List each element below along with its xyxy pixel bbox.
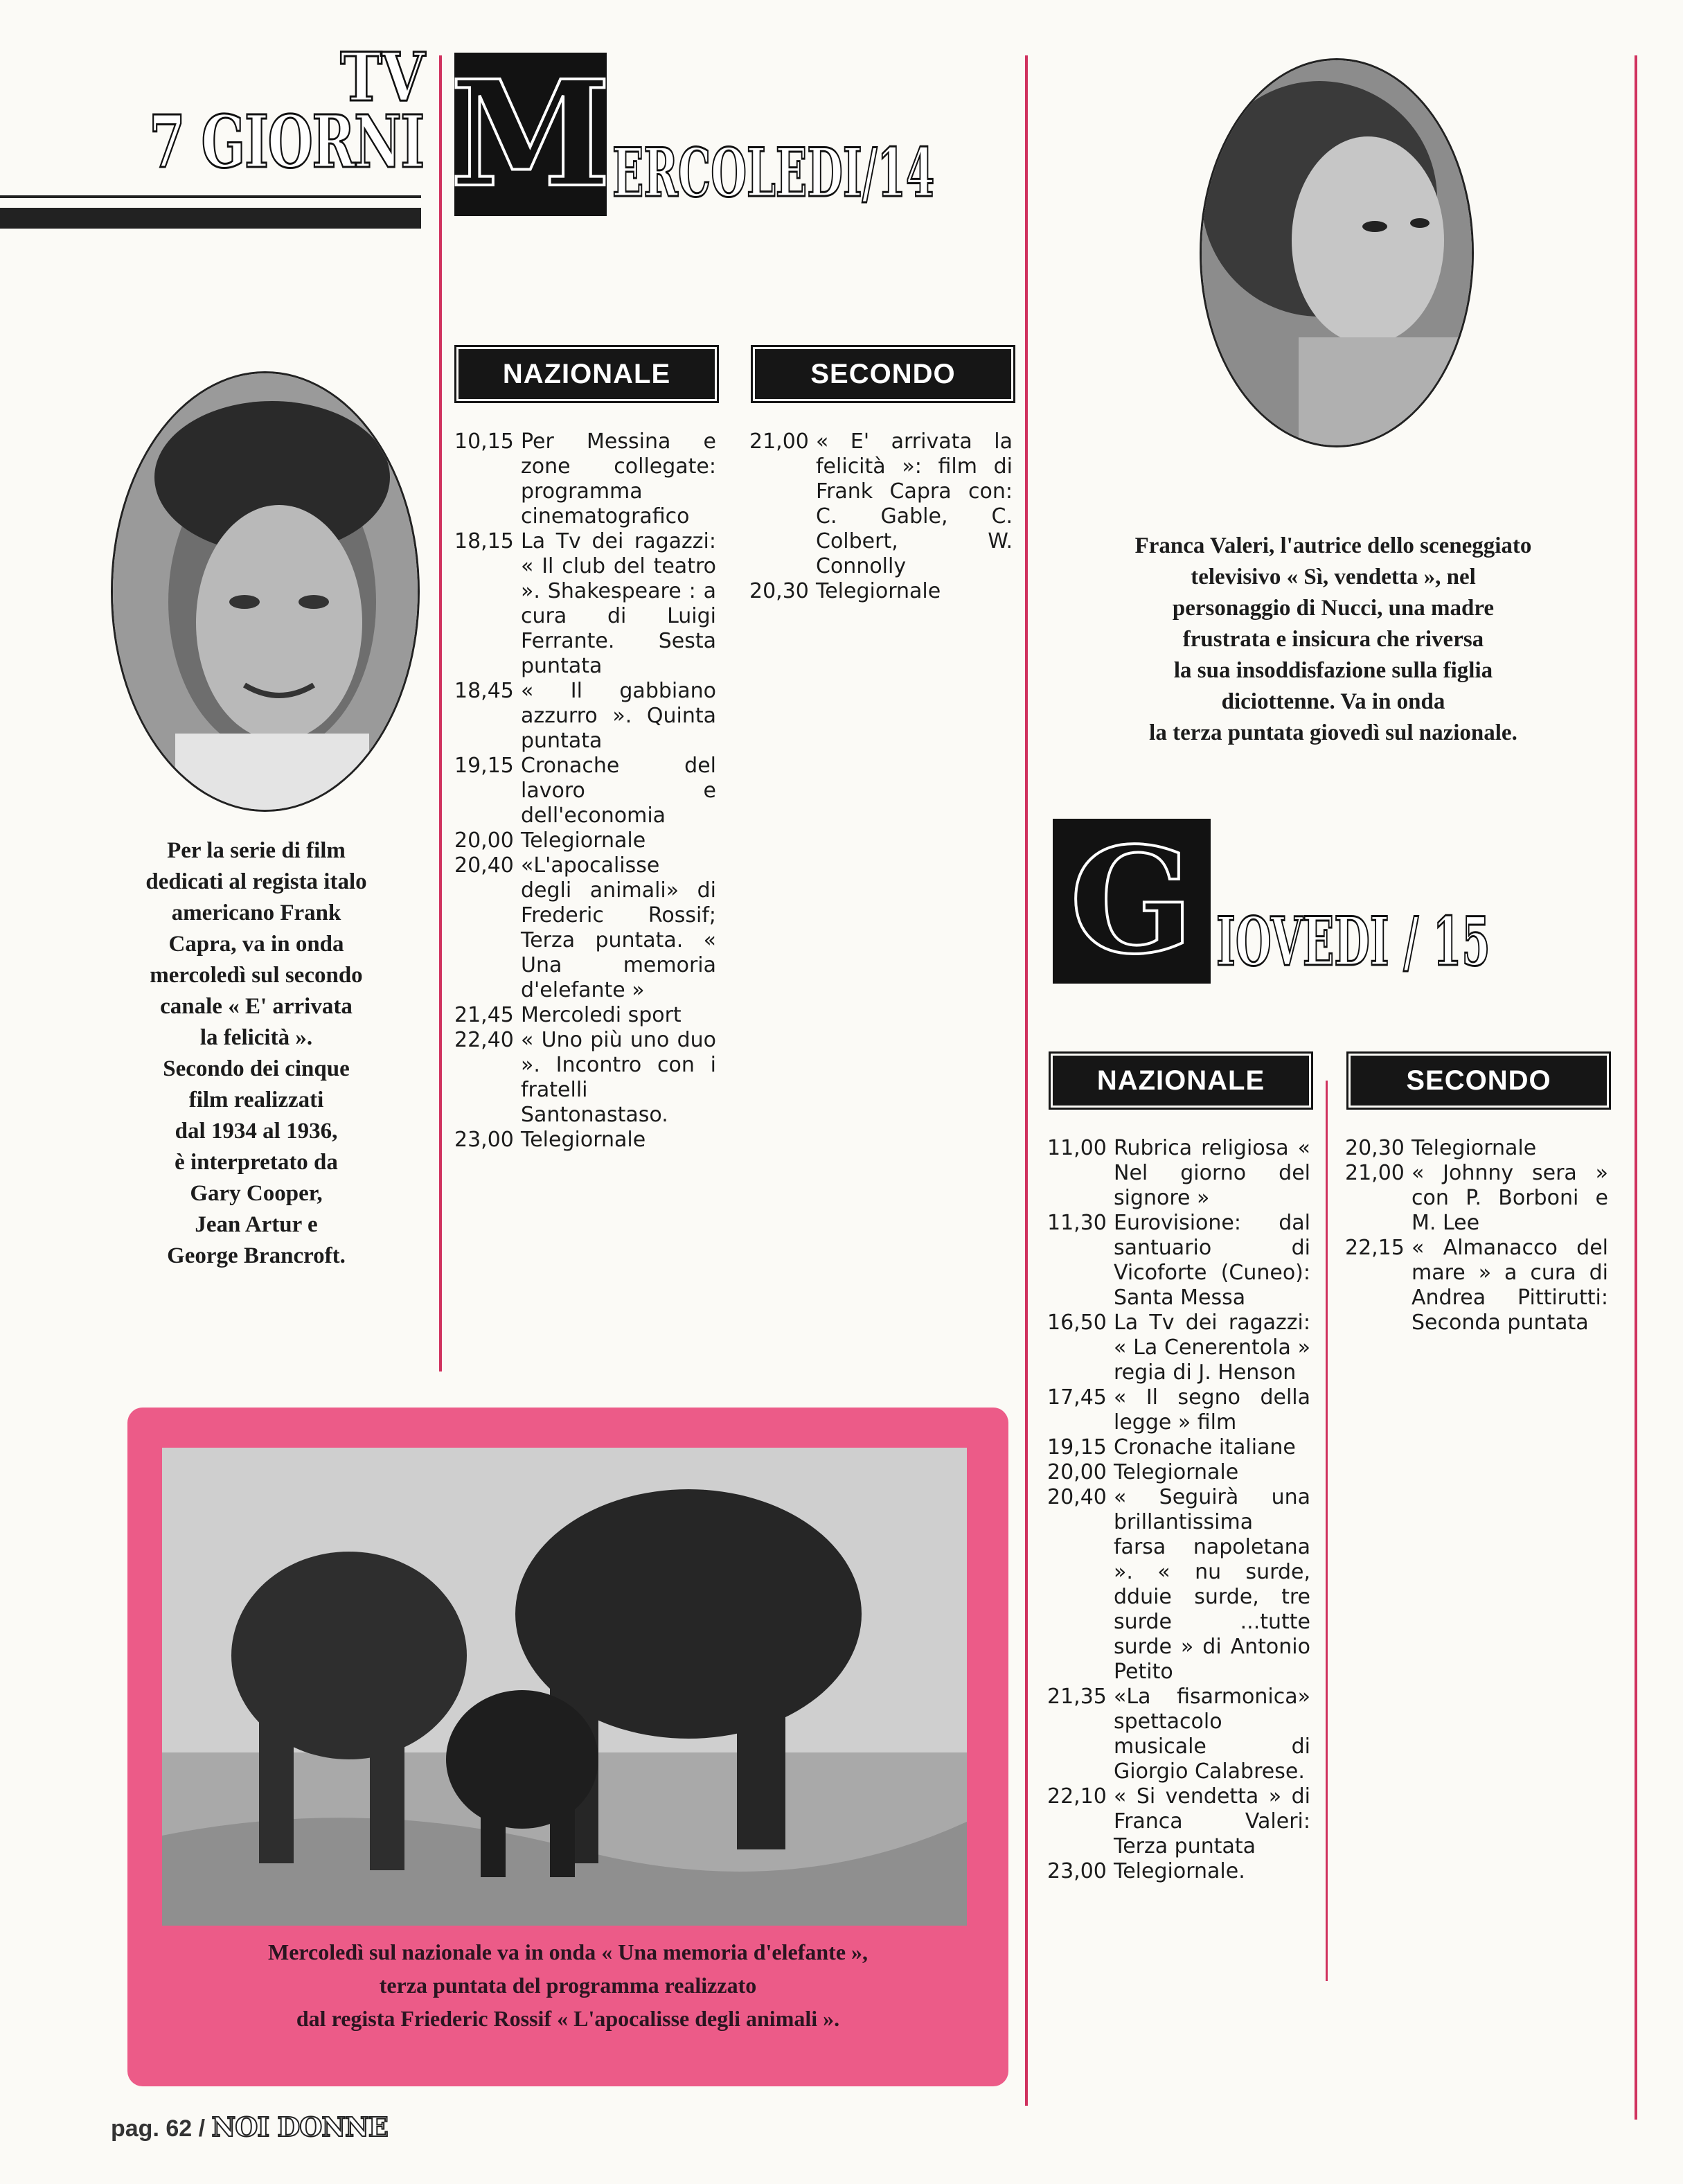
schedule-row: 23,00 Telegiornale (454, 1128, 646, 1152)
column-rule-1 (439, 55, 442, 1371)
actor-portrait-photo (111, 371, 420, 812)
thursday-nazionale-header: NAZIONALE (1053, 1056, 1309, 1106)
schedule-row: 21,00 « Johnny sera » con P. Borboni e M. Lee (1345, 1161, 1608, 1235)
wednesday-secondo-schedule (749, 429, 1013, 604)
schedule-row: 20,40 «L'apocalisse degli animali» di Frederic Rossif; Terza puntata. « Una memoria d'elefante » (454, 853, 716, 1002)
elephant-caption: Mercoledì sul nazionale va in onda « Una memoria d'elefante », terza puntata del programma realizzato dal regista Friederic Rossif « L'apocalisse degli animali ». (267, 1939, 869, 2031)
schedule-row: 10,15 Per Messina e zone collegate: programma cinematografico (454, 429, 716, 529)
capra-caption: Per la serie di film dedicati al regista italo americano Frank Capra, va in onda mercoledì sul secondo canale « E' arrivata la felicità ». Secondo dei cinque film realizzati dal 1934 al 1936, è interpretato da Gary Cooper, Jean Artur e George Brancroft. (145, 838, 367, 1268)
elephants-image (162, 1448, 967, 1926)
thursday-title: IOVEDI / 15 (1216, 903, 1490, 981)
thursday-secondo-header: SECONDO (1351, 1056, 1607, 1106)
wednesday-initial: M (449, 48, 612, 220)
thursday-secondo-schedule (1345, 1136, 1608, 1335)
schedule-row: 22,40 « Uno più uno duo ». Incontro con i fratelli Santonastaso. (454, 1028, 716, 1127)
magazine-name: NOI DONNE (211, 2111, 388, 2142)
masthead-tv: TV (340, 38, 424, 116)
schedule-row: 18,15 La Tv dei ragazzi: « Il club del teatro ». Shakespeare : a cura di Luigi Ferrante. Sesta puntata (454, 529, 716, 678)
wednesday-nazionale-schedule (454, 429, 716, 1153)
schedule-row: 19,15 Cronache del lavoro e dell'economia (454, 754, 716, 828)
thursday-initial: G (1069, 815, 1194, 986)
schedule-row: 16,50 La Tv dei ragazzi: « La Cenerentola » regia di J. Henson (1047, 1311, 1310, 1385)
schedule-row: 23,00 Telegiornale. (1047, 1859, 1245, 1883)
schedule-row: 22,15 « Almanacco del mare » a cura di Andrea Pittirutti: Seconda puntata (1345, 1236, 1608, 1335)
schedule-row: 17,45 « Il segno della legge » film (1047, 1385, 1310, 1435)
schedule-row: 20,00 Telegiornale (454, 828, 646, 853)
schedule-row: 19,15 Cronache italiane (1047, 1435, 1296, 1459)
wednesday-initial-box (449, 48, 612, 220)
portrait-man-image (113, 373, 418, 810)
page-number: pag. 62 / (111, 2115, 206, 2142)
schedule-row: 21,00 « E' arrivata la felicità »: film di Frank Capra con: C. Gable, C. Colbert, W. Connolly (749, 429, 1013, 578)
schedule-row: 20,00 Telegiornale (1047, 1460, 1239, 1484)
elephant-feature-box (127, 1408, 1008, 2086)
schedule-row: 20,30 Telegiornale (1345, 1136, 1537, 1160)
wednesday-nazionale-header: NAZIONALE (458, 349, 715, 399)
masthead-thin-rule (0, 195, 421, 198)
page-footer (111, 2111, 388, 2142)
schedule-row: 11,00 Rubrica religiosa « Nel giorno del signore » (1047, 1136, 1310, 1210)
valeri-caption: Franca Valeri, l'autrice dello sceneggiato televisivo « Sì, vendetta », nel personaggio di Nucci, una madre frustrata e insicura che riversa la sua insoddisfazione sulla figlia diciottenne. Va in onda la terza puntata giovedì sul nazionale. (1134, 533, 1532, 745)
actress-portrait-photo (1200, 58, 1474, 447)
wednesday-secondo-header: SECONDO (755, 349, 1011, 399)
wednesday-title: ERCOLEDI/14 (612, 134, 935, 212)
portrait-woman-image (1202, 60, 1472, 445)
schedule-row: 11,30 Eurovisione: dal santuario di Vicoforte (Cuneo): Santa Messa (1047, 1211, 1310, 1310)
schedule-row: 21,45 Mercoledi sport (454, 1003, 682, 1027)
masthead-7giorni: 7 GIORNI (149, 99, 424, 184)
schedule-row: 20,40 « Seguirà una brillantissima farsa napoletana ». « nu surde, dduie surde, tre surde ...tutte surde » di Antonio Petito (1047, 1485, 1310, 1684)
schedule-row: 18,45 « Il gabbiano azzurro ». Quinta puntata (454, 679, 716, 753)
schedule-row: 21,35 «La fisarmonica» spettacolo musicale di Giorgio Calabrese. (1047, 1685, 1310, 1784)
schedule-row: 20,30 Telegiornale (749, 579, 941, 603)
thursday-nazionale-schedule (1047, 1136, 1310, 1884)
elephant-photo (162, 1448, 967, 1926)
schedule-row: 22,10 « Si vendetta » di Franca Valeri: Terza puntata (1047, 1784, 1310, 1858)
masthead-bar (0, 208, 421, 229)
column-rule-3 (1635, 55, 1637, 2120)
column-rule-4 (1326, 1081, 1328, 1981)
column-rule-2 (1025, 55, 1028, 2106)
thursday-initial-box (1053, 815, 1211, 986)
